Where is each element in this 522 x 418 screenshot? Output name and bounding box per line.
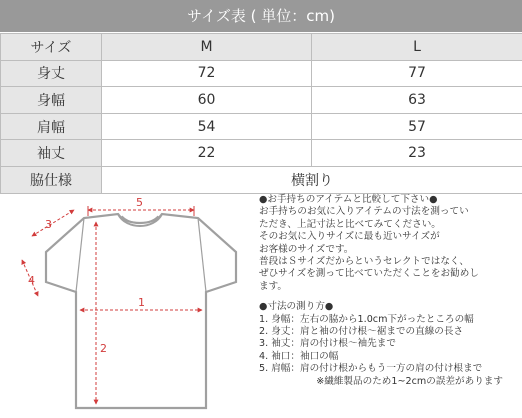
cell-m: 72 — [102, 60, 312, 87]
tshirt-outline — [46, 214, 236, 408]
measure-line: 1. 身幅：左右の脇から1.0cm下がったところの幅 — [259, 313, 474, 325]
dim-label-5: 5 — [136, 196, 143, 209]
measure-line: 4. 袖口：袖口の幅 — [259, 350, 339, 362]
dim-label-4: 4 — [28, 274, 35, 287]
row-label: 脇仕様 — [1, 166, 102, 193]
row-label: 袖丈 — [1, 140, 102, 167]
compare-title: ●お手持ちのアイテムと比較して下さい● — [259, 194, 438, 205]
header-l: L — [312, 34, 522, 61]
table-row — [1, 140, 522, 167]
cell-m: 22 — [102, 140, 312, 167]
row-label: 身幅 — [1, 87, 102, 114]
header-m: M — [102, 34, 312, 61]
tshirt-measurement-diagram — [0, 192, 255, 418]
compare-line: ぜひサイズを測って比べていただくことをお勧めし — [259, 268, 479, 280]
dim-label-1: 1 — [138, 296, 145, 309]
table-row — [1, 113, 522, 140]
size-notes — [259, 194, 521, 388]
cell-l: 63 — [312, 87, 522, 114]
cell-m: 54 — [102, 113, 312, 140]
cell-l: 23 — [312, 140, 522, 167]
cell-l: 57 — [312, 113, 522, 140]
table-row-side-spec — [1, 166, 522, 193]
compare-line: お客様のサイズです。 — [259, 243, 354, 255]
row-label: 身丈 — [1, 60, 102, 87]
dim-label-3: 3 — [45, 218, 52, 231]
row-label: 肩幅 — [1, 113, 102, 140]
cell-m: 60 — [102, 87, 312, 114]
compare-line: 普段はＳサイズだからというセレクトではなく、 — [259, 256, 469, 268]
table-header-row — [1, 34, 522, 61]
compare-line: そのお気に入りサイズに最も近いサイズが — [259, 231, 440, 243]
measure-line: 3. 袖丈：肩の付け根～袖先まで — [259, 338, 396, 350]
header-size: サイズ — [1, 34, 102, 61]
compare-line: ただき、上記寸法と比べてみてください。 — [259, 218, 441, 230]
tolerance-footnote: ※繊維製品のため1~2cmの誤差があります — [316, 375, 503, 387]
cell-l: 77 — [312, 60, 522, 87]
size-table — [0, 33, 522, 194]
side-spec-value: 横割り — [102, 166, 522, 193]
compare-line: お手持ちのお気に入りアイテムの寸法を測ってい — [259, 206, 469, 218]
dim-label-2: 2 — [100, 342, 107, 355]
compare-line: ます。 — [259, 280, 288, 292]
size-chart-title: サイズ表 ( 単位：cm) — [0, 0, 522, 32]
table-row — [1, 60, 522, 87]
measure-line: 5. 肩幅：肩の付け根からもう一方の肩の付け根まで — [259, 363, 483, 375]
table-row — [1, 87, 522, 114]
measure-line: 2. 身丈：肩と袖の付け根～裾までの直線の長さ — [259, 326, 464, 338]
measure-title: ●寸法の測り方● — [259, 301, 334, 313]
